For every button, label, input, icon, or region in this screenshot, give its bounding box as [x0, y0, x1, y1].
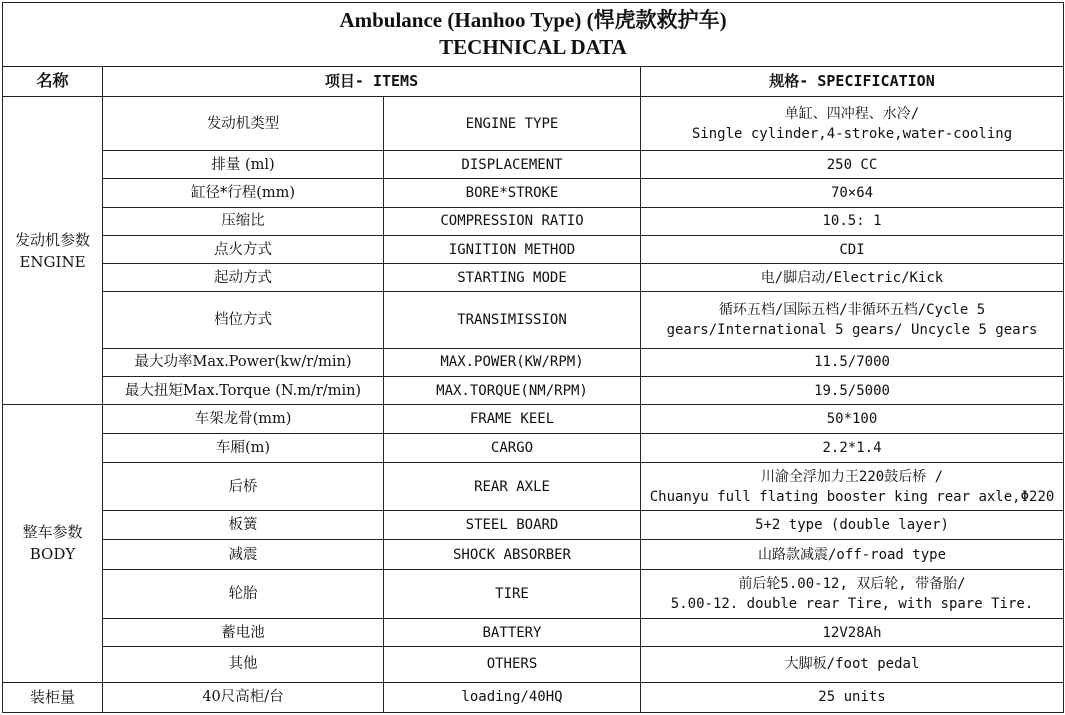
table-row	[3, 96, 1064, 150]
item-en: DISPLACEMENT	[384, 151, 641, 179]
item-en: STEEL BOARD	[384, 511, 641, 540]
spec-line-1: 单缸、四冲程、水冷/	[784, 105, 920, 122]
table-row	[3, 179, 1064, 207]
item-en: OTHERS	[384, 647, 641, 682]
table-row	[3, 405, 1064, 433]
item-en: FRAME KEEL	[384, 405, 641, 433]
item-cn: 起动方式	[103, 264, 384, 292]
category-body-en: BODY	[29, 545, 76, 564]
spec-value: 电/脚启动/Electric/Kick	[641, 264, 1064, 292]
item-cn: 排量 (ml)	[103, 151, 384, 179]
title-line-2: TECHNICAL DATA	[439, 35, 627, 60]
spec-value: 70×64	[641, 179, 1064, 207]
spec-line-2: Chuanyu full flating booster king rear axle,Φ220	[649, 488, 1055, 505]
table-row	[3, 151, 1064, 179]
table-row	[3, 511, 1064, 540]
table-row	[3, 292, 1064, 348]
spec-value	[641, 462, 1064, 510]
table-row	[3, 348, 1064, 376]
item-cn: 其他	[103, 647, 384, 682]
spec-line-1: 循环五档/国际五档/非循环五档/Cycle 5	[718, 302, 986, 319]
item-en: CARGO	[384, 433, 641, 462]
column-header-items: 项目- ITEMS	[103, 66, 641, 96]
spec-value: 25 units	[641, 682, 1064, 712]
item-cn: 轮胎	[103, 569, 384, 618]
item-en: loading/40HQ	[384, 682, 641, 712]
document-title	[3, 3, 1064, 67]
item-cn: 缸径*行程(mm)	[103, 179, 384, 207]
table-row	[3, 207, 1064, 235]
item-en: REAR AXLE	[384, 462, 641, 510]
item-cn: 车厢(m)	[103, 433, 384, 462]
spec-value: 50*100	[641, 405, 1064, 433]
item-cn: 档位方式	[103, 292, 384, 348]
spec-line-2: 5.00-12. double rear Tire, with spare Tire.	[670, 595, 1034, 612]
table-row	[3, 682, 1064, 712]
table-row	[3, 264, 1064, 292]
spec-line-2: gears/International 5 gears/ Uncycle 5 gears	[666, 322, 1038, 339]
item-cn: 板簧	[103, 511, 384, 540]
spec-value	[641, 292, 1064, 348]
item-cn: 减震	[103, 540, 384, 569]
column-header-spec: 规格- SPECIFICATION	[641, 66, 1064, 96]
item-en: MAX.POWER(KW/RPM)	[384, 348, 641, 376]
table-row	[3, 433, 1064, 462]
spec-value: 11.5/7000	[641, 348, 1064, 376]
table-row	[3, 619, 1064, 647]
table-row	[3, 647, 1064, 682]
table-row	[3, 569, 1064, 618]
category-engine-en: ENGINE	[19, 252, 86, 271]
spec-line-2: Single cylinder,4-stroke,water-cooling	[691, 125, 1013, 142]
category-loading: 装柜量	[3, 682, 103, 712]
spec-line-1: 前后轮5.00-12, 双后轮, 带备胎/	[738, 575, 966, 592]
item-cn: 蓄电池	[103, 619, 384, 647]
column-header-row	[3, 66, 1064, 96]
spec-value: 19.5/5000	[641, 377, 1064, 405]
item-en: IGNITION METHOD	[384, 235, 641, 263]
item-cn: 40尺高柜/台	[103, 682, 384, 712]
spec-value: 山路款减震/off-road type	[641, 540, 1064, 569]
spec-value: 2.2*1.4	[641, 433, 1064, 462]
title-row	[3, 3, 1064, 67]
category-body	[3, 405, 103, 682]
item-en: STARTING MODE	[384, 264, 641, 292]
item-en: BATTERY	[384, 619, 641, 647]
table-row	[3, 377, 1064, 405]
title-line-1: Ambulance (Hanhoo Type) (悍虎款救护车)	[339, 8, 727, 33]
item-cn: 发动机类型	[103, 96, 384, 150]
technical-data-table	[2, 2, 1064, 713]
item-cn: 车架龙骨(mm)	[103, 405, 384, 433]
item-en: ENGINE TYPE	[384, 96, 641, 150]
spec-value: 10.5: 1	[641, 207, 1064, 235]
item-cn: 最大扭矩Max.Torque (N.m/r/min)	[103, 377, 384, 405]
spec-value: CDI	[641, 235, 1064, 263]
table-row	[3, 540, 1064, 569]
category-body-cn: 整车参数	[22, 523, 83, 542]
category-engine-cn: 发动机参数	[14, 230, 90, 249]
table-row	[3, 235, 1064, 263]
item-en: BORE*STROKE	[384, 179, 641, 207]
item-cn: 后桥	[103, 462, 384, 510]
spec-value: 大脚板/foot pedal	[641, 647, 1064, 682]
spec-value: 12V28Ah	[641, 619, 1064, 647]
item-cn: 点火方式	[103, 235, 384, 263]
spec-value: 250 CC	[641, 151, 1064, 179]
item-en: MAX.TORQUE(NM/RPM)	[384, 377, 641, 405]
table-row	[3, 462, 1064, 510]
spec-value: 5+2 type (double layer)	[641, 511, 1064, 540]
item-en: TIRE	[384, 569, 641, 618]
item-en: COMPRESSION RATIO	[384, 207, 641, 235]
spec-value	[641, 96, 1064, 150]
item-cn: 压缩比	[103, 207, 384, 235]
item-en: SHOCK ABSORBER	[384, 540, 641, 569]
item-en: TRANSIMISSION	[384, 292, 641, 348]
category-engine	[3, 96, 103, 405]
item-cn: 最大功率Max.Power(kw/r/min)	[103, 348, 384, 376]
spec-value	[641, 569, 1064, 618]
spec-line-1: 川渝全浮加力王220鼓后桥 /	[760, 468, 944, 485]
column-header-name: 名称	[3, 66, 103, 96]
